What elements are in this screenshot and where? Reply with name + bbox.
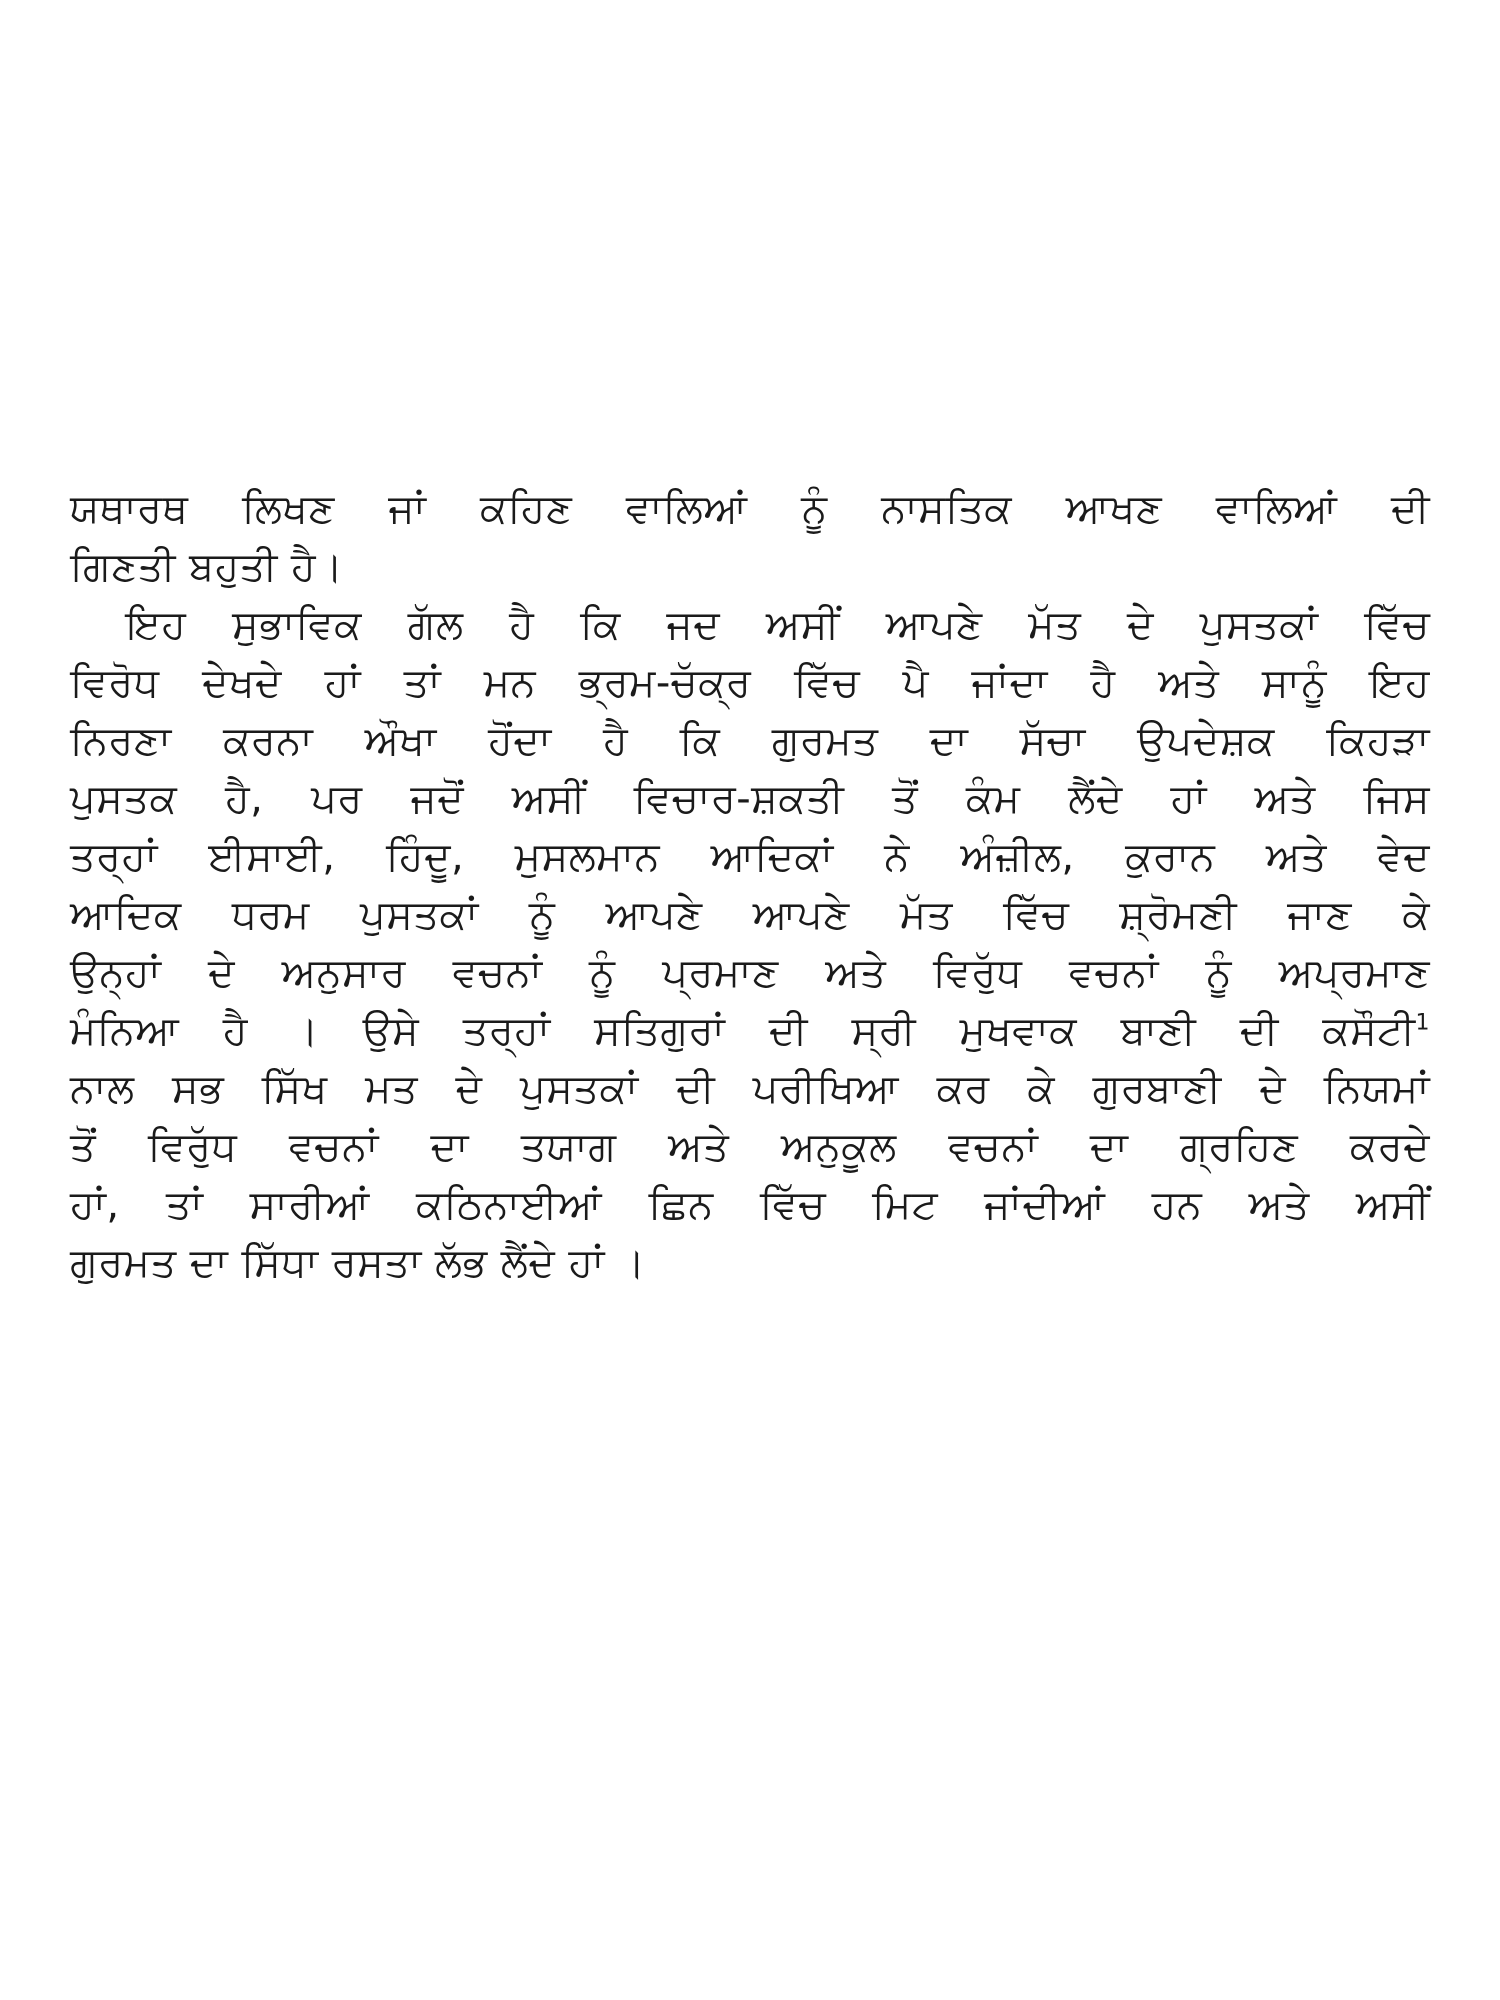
text-line: ਨਾਲ ਸਭ ਸਿੱਖ ਮਤ ਦੇ ਪੁਸਤਕਾਂ ਦੀ ਪਰੀਖਿਆ ਕਰ ਕੇ ਗੁਰਬਾਣੀ ਦੇ ਨਿਯਮਾਂ (70, 1066, 1430, 1112)
text-line: ਪੁਸਤਕ ਹੈ, ਪਰ ਜਦੋਂ ਅਸੀਂ ਵਿਚਾਰ-ਸ਼ਕਤੀ ਤੋਂ ਕੰਮ ਲੈਂਦੇ ਹਾਂ ਅਤੇ ਜਿਸ (70, 776, 1430, 822)
text-line: ਨਿਰਣਾ ਕਰਨਾ ਔਖਾ ਹੋਂਦਾ ਹੈ ਕਿ ਗੁਰਮਤ ਦਾ ਸੱਚਾ ਉਪਦੇਸ਼ਕ ਕਿਹੜਾ (70, 718, 1430, 764)
text-line: ਵਿਰੋਧ ਦੇਖਦੇ ਹਾਂ ਤਾਂ ਮਨ ਭ੍ਰਮ-ਚੱਕ੍ਰ ਵਿੱਚ ਪੈ ਜਾਂਦਾ ਹੈ ਅਤੇ ਸਾਨੂੰ ਇਹ (70, 660, 1430, 706)
text-line: ਆਦਿਕ ਧਰਮ ਪੁਸਤਕਾਂ ਨੂੰ ਆਪਣੇ ਆਪਣੇ ਮੱਤ ਵਿੱਚ ਸ਼੍ਰੋਮਣੀ ਜਾਣ ਕੇ (70, 892, 1430, 938)
text-line: ਉਨ੍ਹਾਂ ਦੇ ਅਨੁਸਾਰ ਵਚਨਾਂ ਨੂੰ ਪ੍ਰਮਾਣ ਅਤੇ ਵਿਰੁੱਧ ਵਚਨਾਂ ਨੂੰ ਅਪ੍ਰਮਾਣ (70, 950, 1430, 996)
text-line-with-footnote (70, 1002, 1430, 1060)
text-line: ਗੁਰਮਤ ਦਾ ਸਿੱਧਾ ਰਸਤਾ ਲੱਭ ਲੈਂਦੇ ਹਾਂ । (70, 1240, 646, 1286)
text-line: ਹਾਂ, ਤਾਂ ਸਾਰੀਆਂ ਕਠਿਨਾਈਆਂ ਛਿਨ ਵਿੱਚ ਮਿਟ ਜਾਂਦੀਆਂ ਹਨ ਅਤੇ ਅਸੀਂ (70, 1182, 1430, 1228)
text-line-content: ਮੰਨਿਆ ਹੈ । ਉਸੇ ਤਰ੍ਹਾਂ ਸਤਿਗੁਰਾਂ ਦੀ ਸ੍ਰੀ ਮੁਖਵਾਕ ਬਾਣੀ ਦੀ ਕਸੌਟੀ (70, 1008, 1416, 1054)
footnote-marker: 1 (1415, 1010, 1430, 1036)
text-line: ਇਹ ਸੁਭਾਵਿਕ ਗੱਲ ਹੈ ਕਿ ਜਦ ਅਸੀਂ ਆਪਣੇ ਮੱਤ ਦੇ ਪੁਸਤਕਾਂ ਵਿੱਚ (126, 602, 1430, 648)
text-line: ਤਰ੍ਹਾਂ ਈਸਾਈ, ਹਿੰਦੂ, ਮੁਸਲਮਾਨ ਆਦਿਕਾਂ ਨੇ ਅੰਜ਼ੀਲ, ਕੁਰਾਨ ਅਤੇ ਵੇਦ (70, 834, 1430, 880)
text-line: ਤੋਂ ਵਿਰੁੱਧ ਵਚਨਾਂ ਦਾ ਤਯਾਗ ਅਤੇ ਅਨੁਕੂਲ ਵਚਨਾਂ ਦਾ ਗ੍ਰਹਿਣ ਕਰਦੇ (70, 1124, 1430, 1170)
text-line: ਗਿਣਤੀ ਬਹੁਤੀ ਹੈ। (70, 544, 344, 590)
body-text (70, 480, 1430, 1292)
text-line: ਯਥਾਰਥ ਲਿਖਣ ਜਾਂ ਕਹਿਣ ਵਾਲਿਆਂ ਨੂੰ ਨਾਸਤਿਕ ਆਖਣ ਵਾਲਿਆਂ ਦੀ (70, 486, 1430, 532)
